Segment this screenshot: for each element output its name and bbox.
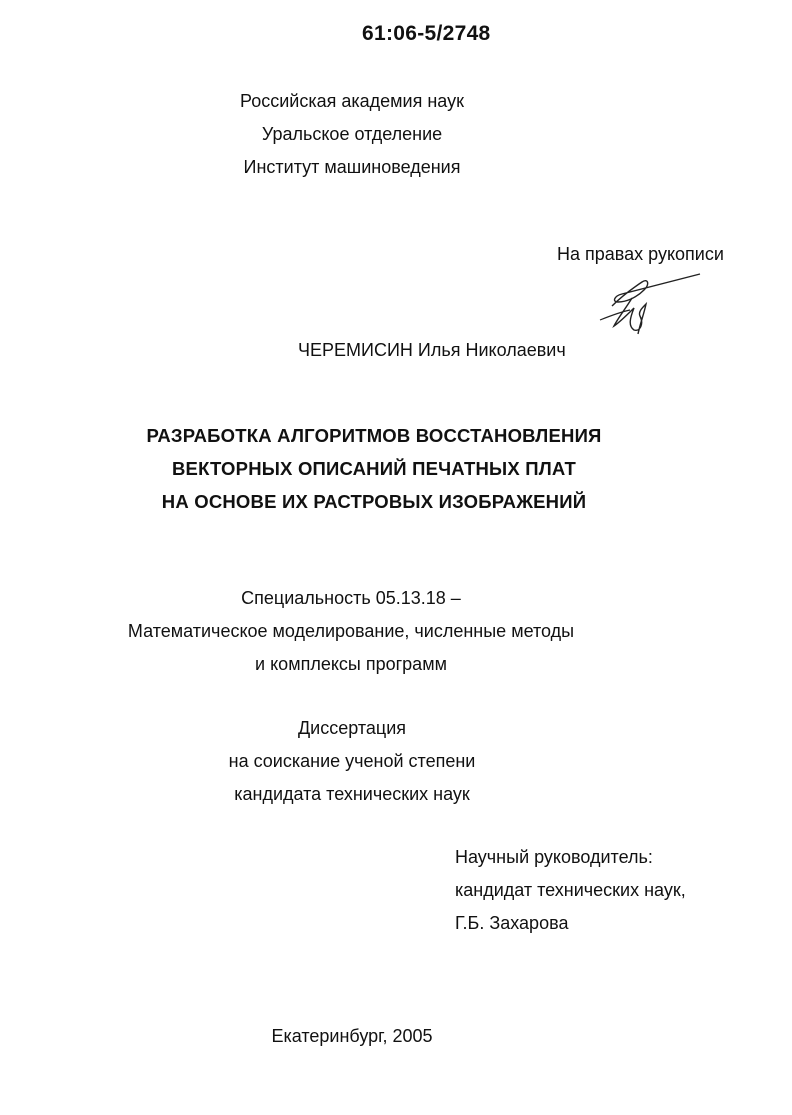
degree-line: на соискание ученой степени [228,751,476,771]
supervisor-degree: кандидат технических наук, [455,880,686,900]
city-year: Екатеринбург, 2005 [271,1026,433,1046]
specialty-code: Специальность 05.13.18 – [241,588,461,608]
supervisor-name: Г.Б. Захарова [455,913,569,933]
institution-line-academy: Российская академия наук [240,91,464,111]
title-line-3: НА ОСНОВЕ ИХ РАСТРОВЫХ ИЗОБРАЖЕНИЙ [161,491,587,512]
specialty-name-cont: и комплексы программ [255,654,447,674]
rights-note: На правах рукописи [557,244,724,264]
title-line-2: ВЕКТОРНЫХ ОПИСАНИЙ ПЕЧАТНЫХ ПЛАТ [171,458,577,479]
author-name: ЧЕРЕМИСИН Илья Николаевич [298,340,566,360]
supervisor-label: Научный руководитель: [455,847,653,867]
dissertation-label: Диссертация [297,718,407,738]
catalog-number: 61:06-5/2748 [362,22,491,45]
signature-image [590,268,710,340]
specialty-name: Математическое моделирование, численные методы [127,621,575,641]
institution-line-institute: Институт машиноведения [243,157,461,177]
degree-name: кандидата технических наук [234,784,470,804]
institution-line-branch: Уральское отделение [261,124,443,144]
title-line-1: РАЗРАБОТКА АЛГОРИТМОВ ВОССТАНОВЛЕНИЯ [146,425,602,446]
